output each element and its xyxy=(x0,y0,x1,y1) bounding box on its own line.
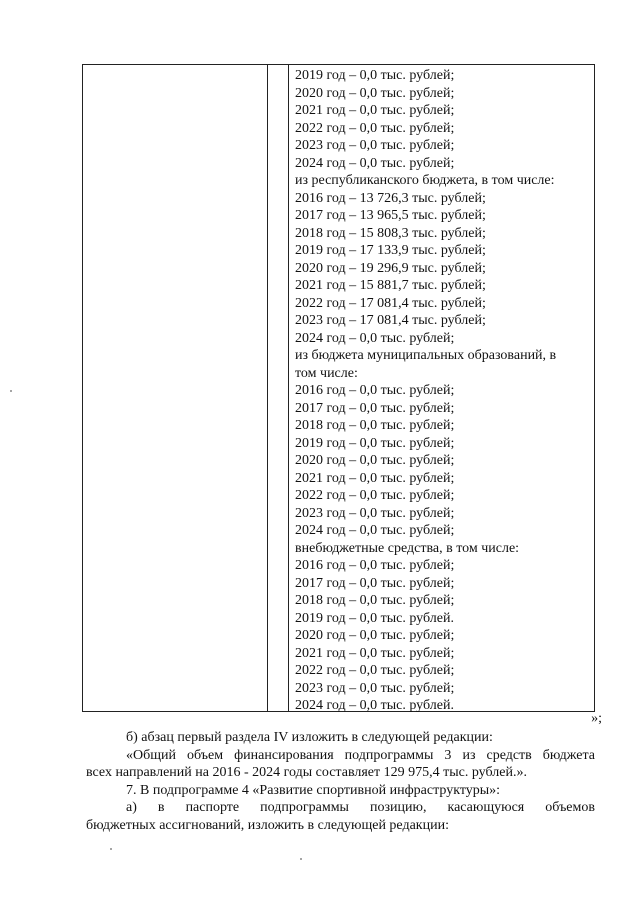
table-line: 2019 год – 0,0 тыс. рублей. xyxy=(295,610,454,626)
table-line: из республиканского бюджета, в том числе: xyxy=(295,173,555,188)
table-line: 2018 год – 0,0 тыс. рублей; xyxy=(295,418,455,433)
table-line: 2023 год – 0,0 тыс. рублей; xyxy=(295,138,455,153)
table-line: 2016 год – 0,0 тыс. рублей; xyxy=(295,383,455,398)
table-line: 2017 год – 0,0 тыс. рублей; xyxy=(295,400,455,416)
table-line: 2020 год – 0,0 тыс. рублей; xyxy=(295,453,455,468)
table-line: 2023 год – 17 081,4 тыс. рублей; xyxy=(295,313,486,328)
table-line: 2022 год – 0,0 тыс. рублей; xyxy=(295,120,455,136)
table-line: из бюджета муниципальных образований, в xyxy=(295,348,557,363)
table-line: 2016 год – 0,0 тыс. рублей; xyxy=(295,558,455,573)
paragraph-b: б) абзац первый раздела IV изложить в следующей редакции: xyxy=(126,730,493,745)
table-line: 2019 год – 0,0 тыс. рублей; xyxy=(295,435,455,451)
table-line: 2021 год – 15 881,7 тыс. рублей; xyxy=(295,278,486,293)
table-line: 2017 год – 0,0 тыс. рублей; xyxy=(295,575,455,591)
table-line: 2024 год – 0,0 тыс. рублей; xyxy=(295,523,455,538)
table-line: внебюджетные средства, в том числе: xyxy=(295,540,520,556)
closing-quote: »; xyxy=(591,711,602,726)
quote-line-2: всех направлений на 2016 - 2024 годы составляет 129 975,4 тыс. рублей.». xyxy=(86,765,527,780)
item-a-line-2: бюджетных ассигнований, изложить в следующей редакции: xyxy=(86,818,449,833)
item-7: 7. В подпрограмме 4 «Развитие спортивной инфраструктуры»: xyxy=(126,783,501,798)
scan-speck xyxy=(110,848,112,850)
table-line: 2018 год – 15 808,3 тыс. рублей; xyxy=(295,225,486,241)
table-line: 2020 год – 0,0 тыс. рублей; xyxy=(295,85,455,101)
table-line: 2024 год – 0,0 тыс. рублей; xyxy=(295,330,455,346)
table-line: 2019 год – 17 133,9 тыс. рублей; xyxy=(295,243,486,258)
scan-speck xyxy=(10,390,12,392)
table-line: 2016 год – 13 726,3 тыс. рублей; xyxy=(295,190,486,206)
table-line: 2020 год – 0,0 тыс. рублей; xyxy=(295,628,455,643)
quote-line-1: «Общий объем финансирования подпрограммы 3 из средств бюджета xyxy=(126,748,595,763)
table-line: 2021 год – 0,0 тыс. рублей; xyxy=(295,103,455,118)
item-a-line-1: а) в паспорте подпрограммы позицию, касающуюся объемов xyxy=(126,800,595,815)
table-line: 2022 год – 0,0 тыс. рублей; xyxy=(295,663,455,678)
table-separator-column xyxy=(268,65,289,711)
passport-table xyxy=(82,64,595,712)
table-line: 2024 год – 0,0 тыс. рублей. xyxy=(295,698,454,713)
table-line: 2023 год – 0,0 тыс. рублей; xyxy=(295,680,455,696)
table-line: 2022 год – 17 081,4 тыс. рублей; xyxy=(295,295,486,311)
table-line: 2020 год – 19 296,9 тыс. рублей; xyxy=(295,260,486,276)
table-line: 2021 год – 0,0 тыс. рублей; xyxy=(295,645,455,661)
table-label-column xyxy=(83,65,268,711)
table-line: 2024 год – 0,0 тыс. рублей; xyxy=(295,155,455,171)
table-line: 2021 год – 0,0 тыс. рублей; xyxy=(295,470,455,486)
table-line: 2017 год – 13 965,5 тыс. рублей; xyxy=(295,208,486,223)
scan-speck xyxy=(300,858,302,860)
table-line: том числе: xyxy=(295,365,358,381)
table-line: 2018 год – 0,0 тыс. рублей; xyxy=(295,593,455,608)
table-line: 2023 год – 0,0 тыс. рублей; xyxy=(295,505,455,521)
table-line: 2019 год – 0,0 тыс. рублей; xyxy=(295,68,455,83)
table-line: 2022 год – 0,0 тыс. рублей; xyxy=(295,488,455,503)
table-value-column xyxy=(295,67,591,715)
